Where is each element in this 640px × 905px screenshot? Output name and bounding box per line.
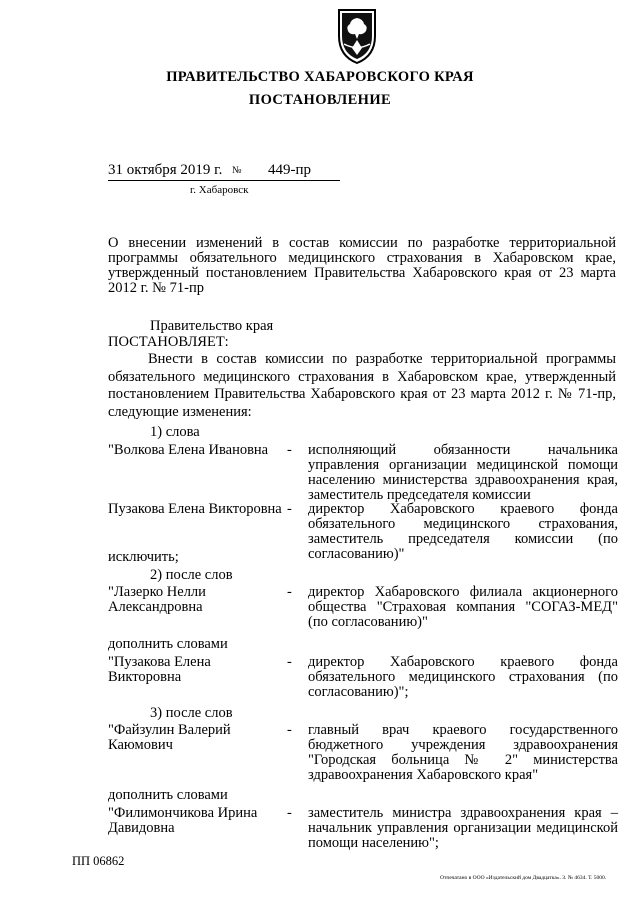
coat-of-arms-emblem — [333, 6, 381, 66]
row3-name: "Лазерко Нелли Александровна — [108, 584, 206, 615]
item-2-label: 2) после слов — [150, 567, 233, 583]
item-1-label: 1) слова — [150, 424, 200, 440]
row4-dash: - — [287, 654, 292, 670]
row5-dash: - — [287, 722, 292, 738]
decree-word: ПОСТАНОВЛЯЕТ: — [108, 334, 229, 350]
add-label-2: дополнить словами — [108, 787, 228, 803]
row2-name: Пузакова Елена Викторовна — [108, 501, 282, 517]
row4-name: "Пузакова Елена Викторовна — [108, 654, 211, 685]
row3-dash: - — [287, 584, 292, 600]
row6-name: "Филимончикова Ирина Давидовна — [108, 805, 258, 836]
document-date: 31 октября 2019 г. — [108, 162, 223, 178]
exclude-label: исключить; — [108, 549, 179, 565]
row1-dash: - — [287, 442, 292, 458]
intro-paragraph: Внести в состав комиссии по разработке территориальной программы обязательного медицинского страхования в Хабаровском крае, утвержденный постановлением Правительства Хабаровского края от 23 марта 2012 г. № 71-пр, следующие изменения: — [108, 351, 616, 420]
add-label-1: дополнить словами — [108, 636, 228, 652]
document-number: 449-пр — [268, 162, 312, 178]
row2-dash: - — [287, 501, 292, 517]
row6-dash: - — [287, 805, 292, 821]
number-sign: № — [232, 165, 242, 176]
row5-name: "Файзулин Валерий Каюмович — [108, 722, 231, 753]
print-imprint: Отпечатано в ООО «Издательский дом Двадцатка». З. № 4634. Т. 5000. — [440, 875, 607, 881]
row2-description: директор Хабаровского краевого фонда обязательного медицинского страхования, заместитель председателя комиссии (по согласованию)" — [308, 501, 618, 562]
document-code: ПП 06862 — [72, 854, 125, 868]
row3-description: директор Хабаровского филиала акционерного общества "Страховая компания "СОГАЗ-МЕД" (по согласованию)" — [308, 584, 618, 630]
city-label: г. Хабаровск — [190, 184, 249, 196]
row5-description: главный врач краевого государственного бюджетного учреждения здравоохранения "Городская больница № 2" министерства здравоохранения Хабаровского края" — [308, 722, 618, 783]
row1-name: "Волкова Елена Ивановна — [108, 442, 269, 458]
document-type-title: ПОСТАНОВЛЕНИЕ — [248, 92, 392, 108]
date-number-line — [108, 162, 340, 181]
document-subject: О внесении изменений в состав комиссии по разработке территориальной программы обязательного медицинского страхования в Хабаровском крае, утвержденный постановлением Правительства Хабаровского края от 23 марта 2012 г. № 71-пр — [108, 235, 616, 296]
row1-description: исполняющий обязанности начальника управления организации медицинской помощи населению министерства здравоохранения края, заместитель председателя комиссии — [308, 442, 618, 503]
item-3-label: 3) после слов — [150, 705, 233, 721]
organization-title: ПРАВИТЕЛЬСТВО ХАБАРОВСКОГО КРАЯ — [166, 69, 474, 85]
preamble: Правительство края — [150, 318, 274, 334]
row4-description: директор Хабаровского краевого фонда обязательного медицинского страхования (по согласованию)"; — [308, 654, 618, 700]
row6-description: заместитель министра здравоохранения края – начальник управления организации медицинской помощи населению"; — [308, 805, 618, 851]
